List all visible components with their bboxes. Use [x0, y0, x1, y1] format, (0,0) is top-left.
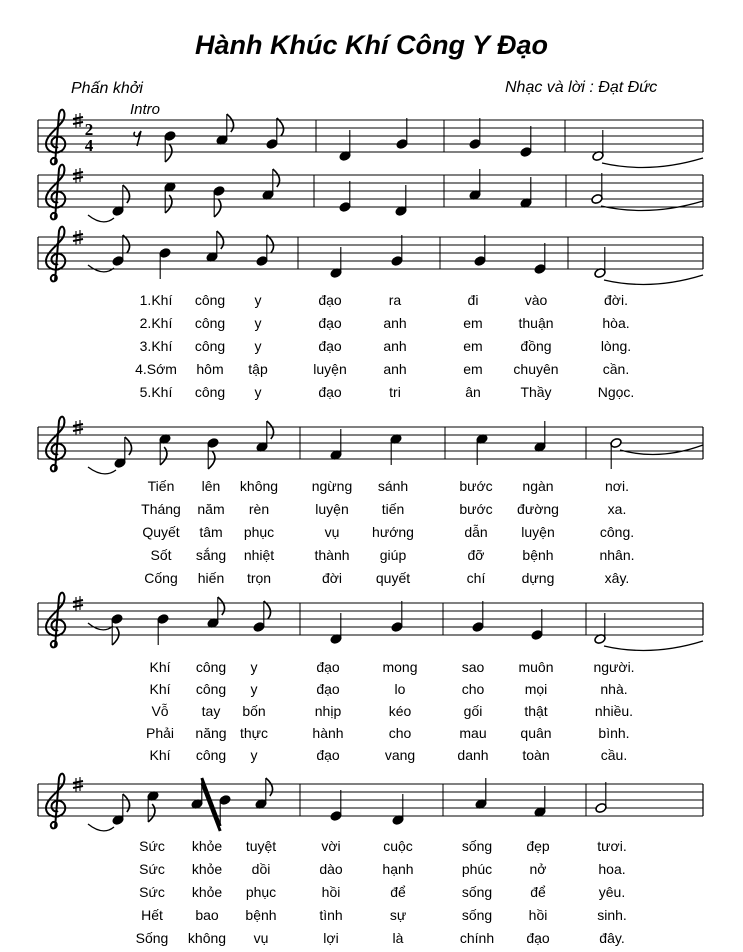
note [475, 778, 488, 810]
note-flag [267, 421, 274, 439]
lyric-syllable: 4.Sớm [135, 361, 177, 377]
note [339, 181, 352, 213]
lyric-syllable: vào [524, 292, 548, 308]
intro-label: Intro [130, 101, 161, 118]
note [534, 421, 547, 453]
lyric-syllable: tri [389, 384, 401, 400]
tie [88, 215, 114, 222]
tie [604, 275, 703, 284]
lyric-syllable: công [194, 338, 226, 354]
lyric-syllable: năng [195, 725, 227, 741]
lyric-syllable: hôm [196, 361, 224, 377]
staff-system [38, 417, 703, 474]
lyric-syllable: đồng [520, 338, 552, 354]
sharp-bar [73, 424, 83, 426]
note [256, 421, 274, 453]
note [330, 247, 343, 279]
lyric-syllable: thuận [518, 315, 554, 331]
note [474, 235, 487, 267]
lyric-syllable: y [250, 747, 258, 763]
lyric-syllable: 1.Khí [139, 292, 173, 308]
lyric-syllable: tuyệt [245, 838, 277, 854]
lyric-syllable: dào [319, 861, 343, 877]
sharp-bar [73, 600, 83, 602]
note-flag [123, 794, 130, 812]
sharp-bar [73, 177, 83, 179]
lyric-syllable: bước [459, 501, 493, 517]
lyric-syllable: em [463, 361, 483, 377]
lyric-syllable: tình [319, 907, 343, 923]
lyric-syllable: công. [599, 524, 635, 540]
lyric-syllable: mọi [524, 681, 548, 697]
sharp-bar [73, 781, 83, 783]
note [330, 790, 343, 822]
note-flag [123, 235, 130, 253]
lyric-syllable: Thầy [520, 384, 552, 400]
lyric-syllable: nơi. [605, 478, 629, 494]
lyric-syllable: nở [529, 861, 547, 877]
note [207, 597, 225, 629]
note [392, 794, 405, 826]
tie [601, 201, 703, 210]
staff-system [38, 227, 703, 285]
lyric-syllable: đạo [318, 292, 342, 308]
lyric-syllable: tươi. [597, 838, 627, 854]
lyric-syllable: nhiều. [594, 703, 634, 719]
lyric-syllable: cầu. [600, 747, 628, 763]
lyric-syllable: tay [201, 703, 221, 719]
lyric-syllable: đường [517, 501, 559, 517]
note [339, 130, 352, 162]
note [472, 601, 485, 633]
sharp-bar [73, 239, 83, 241]
lyric-syllable: ra [388, 292, 402, 308]
note [469, 118, 482, 150]
song-title: Hành Khúc Khí Công Y Đạo [194, 30, 549, 60]
note-flag [273, 169, 280, 187]
note [520, 126, 533, 158]
note [253, 601, 271, 633]
tie [602, 158, 703, 167]
note [164, 181, 177, 213]
treble-clef [46, 110, 65, 165]
sharp-bar [73, 122, 83, 124]
lyric-syllable: sắng [195, 547, 227, 563]
note [111, 613, 124, 645]
lyric-syllable: toàn [522, 747, 550, 763]
time-signature-numerator: 2 [84, 120, 94, 139]
note-flag [165, 144, 172, 162]
lyric-syllable: 2.Khí [139, 315, 173, 331]
tie [620, 445, 703, 454]
note [520, 177, 533, 209]
lyric-syllable: nhà. [600, 681, 628, 697]
lyric-syllable: đạo [316, 747, 340, 763]
lyric-syllable: Vỗ [151, 703, 169, 719]
lyric-syllable: bước [459, 478, 493, 494]
lyric-syllable: hạnh [382, 861, 414, 877]
lyric-syllable: Sức [139, 884, 165, 900]
lyric-syllable: đạo [316, 659, 340, 675]
lyric-syllable: giúp [379, 547, 407, 563]
note [534, 243, 547, 275]
note [391, 235, 404, 267]
lyric-syllable: y [254, 384, 262, 400]
note-flag [266, 778, 273, 796]
lyric-syllable: bệnh [522, 547, 554, 563]
lyric-syllable: kéo [388, 703, 412, 719]
lyric-syllable: trọn [246, 570, 272, 586]
lyric-syllable: đạo [526, 930, 550, 946]
sharp-bar [73, 234, 83, 236]
note [112, 235, 130, 267]
sharp-bar [73, 605, 83, 607]
lyric-syllable: thực [239, 725, 269, 741]
lyric-syllable: công [194, 315, 226, 331]
lyric-syllable: luyện [315, 501, 349, 517]
lyric-syllable: bình. [598, 725, 630, 741]
lyric-syllable: bốn [242, 703, 266, 719]
note [157, 613, 170, 645]
note [610, 437, 623, 469]
note-flag [208, 451, 215, 469]
note-flag [218, 597, 225, 615]
note [207, 437, 220, 469]
lyric-syllable: Sống [135, 930, 169, 946]
staff-system [38, 774, 703, 831]
note [330, 429, 343, 461]
tie [88, 467, 116, 474]
lyric-syllable: đời [321, 570, 343, 586]
lyric-syllable: nhân. [599, 547, 635, 563]
lyric-syllable: đây. [599, 930, 625, 946]
lyric-syllable: cho [461, 681, 485, 697]
lyric-syllable: vụ [253, 930, 269, 946]
lyric-syllable: phục [245, 884, 277, 900]
lyric-syllable: chí [466, 570, 486, 586]
lyric-syllable: quân [520, 725, 552, 741]
lyric-syllable: sống [461, 884, 493, 900]
lyric-syllable: ngừng [311, 478, 353, 494]
lyric-syllable: khỏe [191, 861, 223, 877]
lyric-syllable: hồi [321, 884, 341, 900]
note [255, 778, 273, 810]
lyric-syllable: y [254, 292, 262, 308]
lyric-syllable: Tiến [147, 478, 175, 494]
note-flag [267, 235, 274, 253]
note [191, 778, 204, 810]
lyric-syllable: ân [465, 384, 481, 400]
staff-system [38, 110, 703, 168]
lyric-syllable: sao [461, 659, 485, 675]
lyric-syllable: dẫn [464, 524, 488, 540]
beam [202, 783, 220, 831]
note-flag [217, 231, 224, 249]
lyric-syllable: lòng. [600, 338, 632, 354]
lyric-syllable: luyện [521, 524, 555, 540]
lyric-syllable: mong [382, 659, 418, 675]
lyric-syllable: Quyết [142, 524, 180, 540]
lyric-syllable: công [195, 681, 227, 697]
lyric-syllable: không [239, 478, 279, 494]
lyric-syllable: Sốt [150, 547, 172, 563]
lyric-syllable: xây. [604, 570, 630, 586]
time-signature-denominator: 4 [84, 136, 94, 155]
lyric-syllable: khỏe [191, 884, 223, 900]
lyric-syllable: năm [197, 501, 225, 517]
lyric-syllable: chính [459, 930, 495, 946]
treble-clef [46, 165, 65, 220]
lyric-syllable: hiến [197, 570, 225, 586]
note [391, 601, 404, 633]
lyric-syllable: dựng [521, 570, 555, 586]
lyric-syllable: vụ [324, 524, 340, 540]
lyric-syllable: thật [524, 703, 548, 719]
sharp-bar [73, 429, 83, 431]
lyric-syllable: cho [388, 725, 412, 741]
lyric-syllable: mau [459, 725, 487, 741]
lyric-syllable: hòa. [602, 315, 630, 331]
lyric-syllable: sánh [377, 478, 409, 494]
lyric-syllable: tâm [199, 524, 223, 540]
lyric-syllable: y [250, 659, 258, 675]
note [594, 247, 607, 279]
lyric-syllable: lo [394, 681, 406, 697]
note [164, 130, 177, 162]
note [256, 235, 274, 267]
lyric-syllable: Khí [149, 747, 171, 763]
lyric-syllable: Sức [139, 838, 165, 854]
lyric-syllable: đạo [316, 681, 340, 697]
lyric-syllable: y [250, 681, 258, 697]
note-flag [160, 447, 167, 465]
treble-clef [46, 227, 65, 282]
note-flag [227, 114, 234, 132]
lyric-syllable: Hết [141, 907, 163, 923]
lyric-syllable: sinh. [597, 907, 627, 923]
note [390, 433, 403, 465]
lyric-syllable: gối [463, 703, 483, 719]
treble-clef [46, 593, 65, 648]
lyric-syllable: anh [383, 315, 407, 331]
note [395, 185, 408, 217]
lyric-syllable: phục [243, 524, 275, 540]
lyric-syllable: vời [321, 838, 341, 854]
lyric-syllable: 3.Khí [139, 338, 173, 354]
lyric-syllable: đạo [318, 315, 342, 331]
lyric-syllable: nhiệt [243, 547, 275, 563]
note [159, 247, 172, 279]
lyric-syllable: phúc [461, 861, 493, 877]
note [112, 794, 130, 826]
note [396, 118, 409, 150]
lyric-syllable: yêu. [598, 884, 626, 900]
lyric-syllable: em [463, 315, 483, 331]
note [147, 790, 160, 822]
lyric-syllable: dồi [251, 861, 271, 877]
lyric-syllable: 5.Khí [139, 384, 173, 400]
lyric-syllable: hoa. [598, 861, 626, 877]
note-flag [123, 185, 130, 203]
lyric-syllable: danh [457, 747, 489, 763]
lyric-syllable: không [187, 930, 227, 946]
lyric-syllable: Khí [149, 681, 171, 697]
note [595, 782, 608, 814]
lyric-syllable: để [390, 884, 406, 900]
lyric-syllable: Tháng [141, 501, 181, 517]
lyric-syllable: lên [201, 478, 221, 494]
lyric-syllable: Sức [139, 861, 165, 877]
lyric-syllable: sống [461, 907, 493, 923]
lyric-syllable: luyện [313, 361, 347, 377]
note-flag [148, 804, 155, 822]
note [469, 169, 482, 201]
lyric-syllable: đi [467, 292, 479, 308]
note [476, 433, 489, 465]
lyric-syllable: bao [195, 907, 219, 923]
beam [202, 778, 220, 826]
lyric-syllable: tập [248, 361, 268, 377]
lyric-syllable: cần. [602, 361, 630, 377]
lyric-syllable: hướng [372, 524, 414, 540]
note [216, 114, 234, 146]
lyric-syllable: nhịp [314, 703, 342, 719]
note-flag [277, 118, 284, 136]
lyric-syllable: để [530, 884, 546, 900]
note [213, 185, 226, 217]
note [591, 173, 604, 205]
lyric-syllable: hồi [528, 907, 548, 923]
lyric-syllable: y [254, 338, 262, 354]
tie [88, 623, 113, 630]
note [219, 794, 232, 826]
lyric-syllable: Ngọc. [597, 384, 635, 400]
lyric-syllable: chuyên [513, 361, 559, 377]
tie [88, 265, 114, 272]
lyric-syllable: đời. [604, 292, 628, 308]
lyric-syllable: bệnh [245, 907, 277, 923]
lyric-syllable: vang [384, 747, 416, 763]
lyric-syllable: công [195, 659, 227, 675]
tempo-marking: Phấn khởi [71, 80, 143, 97]
lyric-syllable: sống [461, 838, 493, 854]
tie [604, 641, 703, 650]
note [262, 169, 280, 201]
lyric-syllable: công [194, 384, 226, 400]
tie [88, 824, 114, 831]
sharp-bar [73, 117, 83, 119]
staff-system [38, 165, 703, 222]
note [531, 609, 544, 641]
note [159, 433, 172, 465]
note [592, 130, 605, 162]
note [330, 613, 343, 645]
note-flag [264, 601, 271, 619]
note [112, 185, 130, 217]
lyric-syllable: em [463, 338, 483, 354]
lyric-syllable: là [392, 930, 404, 946]
lyric-syllable: công [194, 292, 226, 308]
lyric-syllable: tiến [381, 501, 405, 517]
lyric-syllable: cuộc [383, 838, 413, 854]
note-flag [165, 195, 172, 213]
lyric-syllable: đẹp [526, 838, 550, 854]
composer-credit: Nhạc và lời : Đạt Đức [505, 79, 658, 96]
note [534, 786, 547, 818]
lyric-syllable: xa. [607, 501, 627, 517]
lyric-syllable: y [254, 315, 262, 331]
lyric-syllable: khỏe [191, 838, 223, 854]
lyric-syllable: ngàn [522, 478, 554, 494]
note-flag [125, 437, 132, 455]
note-flag [214, 199, 221, 217]
lyric-syllable: anh [383, 338, 407, 354]
note [206, 231, 224, 263]
lyric-syllable: đạo [318, 384, 342, 400]
lyric-syllable: đỡ [467, 547, 485, 563]
staff-system [38, 593, 703, 651]
lyric-syllable: Cống [144, 570, 178, 586]
treble-clef [46, 417, 65, 472]
sharp-bar [73, 786, 83, 788]
lyric-syllable: công [195, 747, 227, 763]
note [266, 118, 284, 150]
lyric-syllable: Khí [149, 659, 171, 675]
lyric-syllable: người. [593, 659, 635, 675]
sharp-bar [73, 172, 83, 174]
lyric-syllable: Phải [145, 725, 175, 741]
treble-clef [46, 774, 65, 829]
lyric-syllable: anh [383, 361, 407, 377]
lyric-syllable: muôn [518, 659, 554, 675]
note-flag [112, 627, 119, 645]
lyric-syllable: quyết [375, 570, 411, 586]
lyric-syllable: lợi [323, 930, 339, 946]
lyric-syllable: hành [312, 725, 344, 741]
lyric-syllable: đạo [318, 338, 342, 354]
lyric-syllable: thành [314, 547, 350, 563]
note [594, 613, 607, 645]
lyric-syllable: sự [389, 907, 407, 923]
lyric-syllable: rèn [248, 501, 270, 517]
note [114, 437, 132, 469]
